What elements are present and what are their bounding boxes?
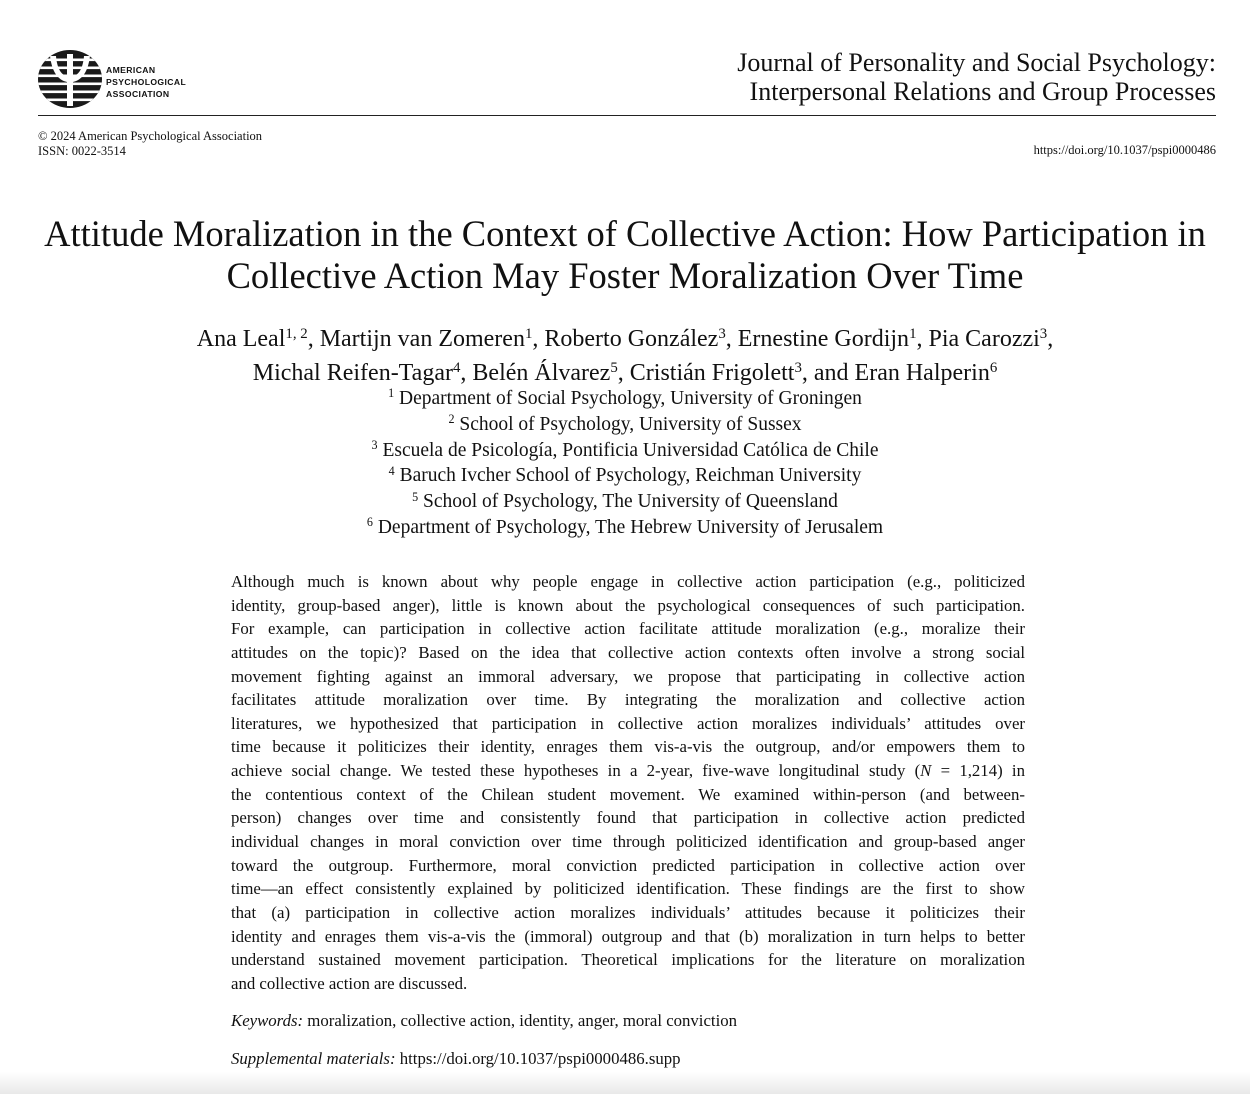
author-line-1: Ana Leal$^{1, 2}$, Martijn van Zomeren$^1$, Roberto González$^3$, Ernestine Gordijn$^1$, Pia Carozzi$^3$, <box>196 325 1054 352</box>
author-name: Martijn van Zomeren <box>319 326 525 352</box>
abstract-line: literatures, we hypothesized that participation in collective action moralizes individuals’ attitudes over <box>231 713 1025 733</box>
affiliation: $^2$ School of Psychology, University of Sussex <box>448 412 802 435</box>
author-name: Pia Carozzi <box>928 326 1040 352</box>
supplemental-label: Supplemental materials: <box>231 1049 396 1068</box>
abstract-line: that (a) participation in collective action moralizes individuals’ attitudes because it politicizes their <box>231 902 1025 922</box>
abstract-line: the contentious context of the Chilean student movement. We examined within-person (and between- <box>231 784 1025 804</box>
abstract-line: individual changes in moral conviction over time through politicized identification and group-based anger <box>231 832 1025 852</box>
doi-link[interactable]: https://doi.org/10.1037/pspi0000486 <box>1033 143 1216 157</box>
supplemental-materials <box>231 1048 681 1070</box>
abstract <box>231 570 1025 996</box>
affiliation: $^3$ Escuela de Psicología, Pontificia Universidad Católica de Chile <box>371 437 879 461</box>
supplemental-link[interactable]: https://doi.org/10.1037/pspi0000486.supp <box>395 1049 681 1068</box>
affiliation-list <box>20 387 1230 542</box>
keywords <box>231 1010 737 1032</box>
author-name: Belén Álvarez <box>472 360 611 386</box>
abstract-line: Although much is known about why people engage in collective action participation (e.g., politicized <box>231 572 1025 591</box>
affiliation: $^4$ Baruch Ivcher School of Psychology, Reichman University <box>388 463 862 487</box>
abstract-line: person) changes over time and consistently found that participation in collective action predicted <box>231 808 1025 828</box>
author-list <box>20 324 1230 392</box>
abstract-line: attitudes on the topic)? Based on the idea that collective action contexts often involve a strong social <box>231 642 1025 662</box>
author-name: Eran Halperin <box>854 360 990 386</box>
abstract-line: and collective action are discussed. <box>231 973 468 993</box>
abstract-line: time because it politicizes their identity, enrages them vis-a-vis the outgroup, and/or empowers them to <box>231 737 1025 757</box>
author-name: Ernestine Gordijn <box>737 326 910 352</box>
abstract-line: understand sustained movement participation. Theoretical implications for the literature on moralization <box>231 950 1025 970</box>
author-name: Roberto González <box>544 326 719 352</box>
abstract-line: achieve social change. We tested these hypotheses in a 2-year, five-wave longitudinal study (N = 1,214) in <box>231 761 1025 781</box>
issn-text: ISSN: 0022-3514 <box>38 143 126 158</box>
abstract-line: toward the outgroup. Furthermore, moral conviction predicted participation in collective action over <box>231 855 1025 875</box>
header-rule <box>38 115 1216 116</box>
author-name: Ana Leal <box>196 326 286 352</box>
copyright-text: © 2024 American Psychological Association <box>38 129 263 143</box>
article-title: Attitude Moralization in the Context of Collective Action: How Participation in Collective Action May Foster Moralization Over Time <box>44 213 1206 296</box>
author-line-2: Michal Reifen-Tagar$^4$, Belén Álvarez$^5$, Cristián Frigolett$^3$, and Eran Halperin$^6$ <box>252 359 998 386</box>
abstract-line: movement fighting against an immoral adversary, we propose that participating in collective action <box>231 666 1025 686</box>
page-bottom-shadow <box>0 1072 1250 1094</box>
copyright-block <box>38 129 262 158</box>
apa-logo-icon <box>38 50 102 108</box>
keywords-label: Keywords: <box>231 1011 304 1030</box>
apa-wordmark: AMERICAN PSYCHOLOGICAL ASSOCIATION <box>106 65 187 99</box>
abstract-line: identity and enrages them vis-a-vis the (immoral) outgroup and that (b) moralization in turn helps to better <box>231 926 1025 946</box>
journal-title: Journal of Personality and Social Psychology: Interpersonal Relations and Group Processes <box>737 48 1216 106</box>
abstract-line: facilitates attitude moralization over time. By integrating the moralization and collective action <box>231 690 1025 710</box>
affiliation: $^6$ Department of Psychology, The Hebrew University of Jerusalem <box>366 515 884 538</box>
author-name: Michal Reifen-Tagar <box>252 360 453 386</box>
affiliation: $^5$ School of Psychology, The University of Queensland <box>412 489 838 513</box>
affiliation: $^1$ Department of Social Psychology, University of Groningen <box>388 386 862 409</box>
abstract-line: For example, can participation in collective action facilitate attitude moralization (e.g., moralize their <box>231 619 1025 639</box>
abstract-line: identity, group-based anger), little is known about the psychological consequences of such participation. <box>231 595 1025 615</box>
keywords-text: moralization, collective action, identity, anger, moral conviction <box>303 1011 738 1030</box>
author-name: Cristián Frigolett <box>629 360 795 386</box>
abstract-line: time—an effect consistently explained by politicized identification. These findings are the first to show <box>231 879 1025 899</box>
